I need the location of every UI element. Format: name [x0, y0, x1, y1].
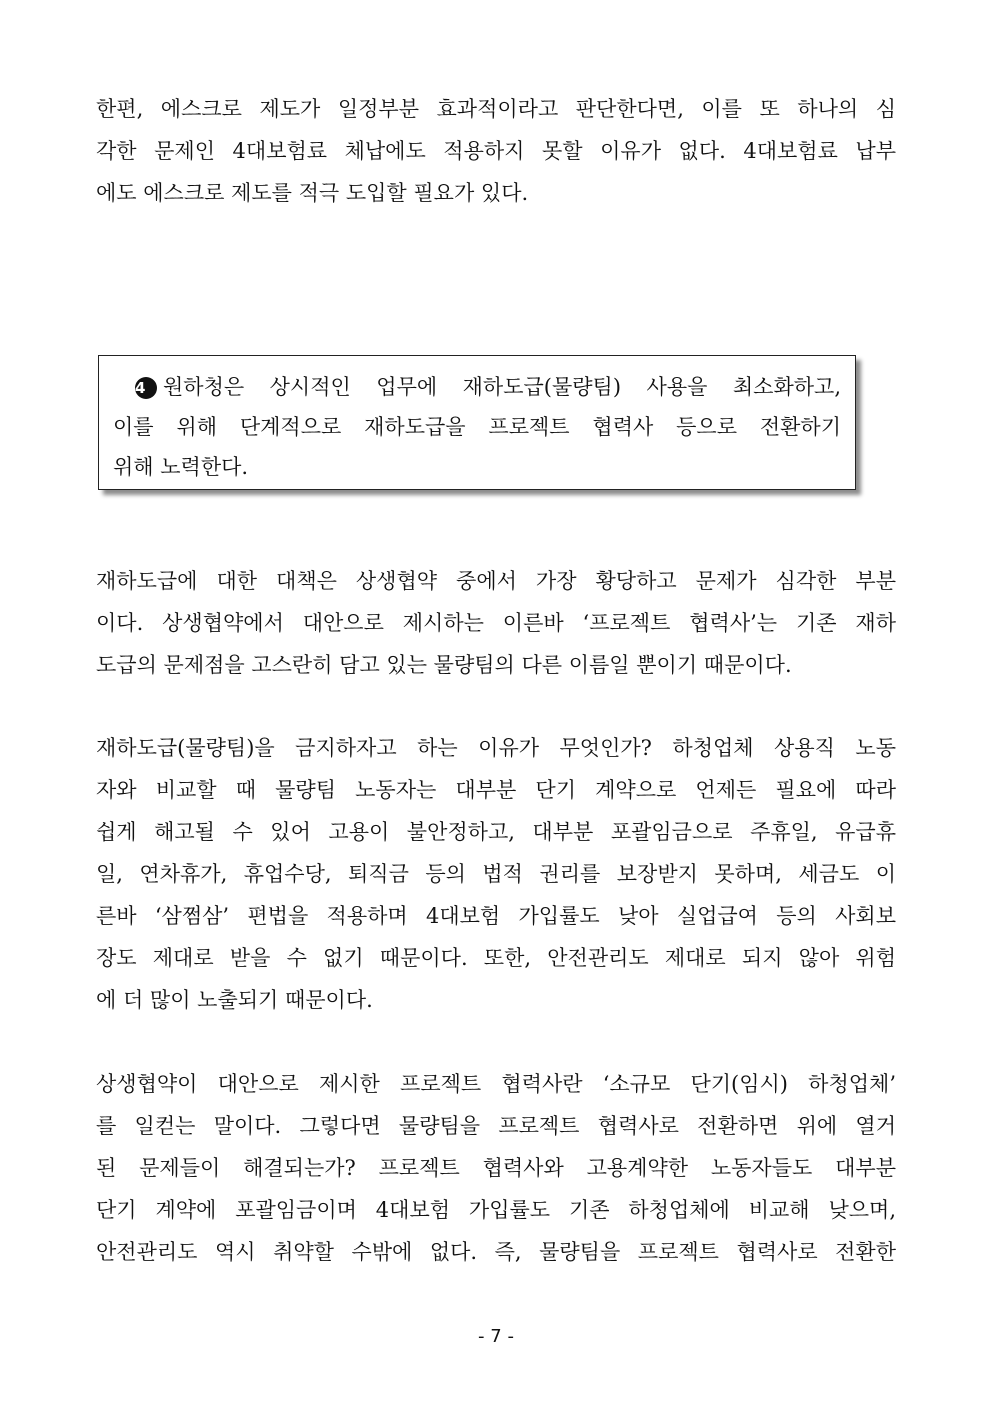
callout-line: 이를 위해 단계적으로 재하도급을 프로젝트 협력사 등으로 전환하기	[113, 415, 841, 439]
policy-callout-box	[98, 355, 856, 490]
paragraph-subcontracting-measures	[96, 560, 896, 686]
text-line: 른바 ‘삼쩜삼’ 편법을 적용하며 4대보험 가입률도 낮아 실업급여 등의 사회보	[96, 904, 896, 928]
text-line: 를 일컫는 말이다. 그렇다면 물량팀을 프로젝트 협력사로 전환하면 위에 열거	[96, 1114, 896, 1138]
paragraph-ban-reasons	[96, 727, 896, 1021]
paragraph-project-partners	[96, 1063, 896, 1273]
callout-line: 위해 노력한다.	[113, 455, 249, 479]
callout-text: 원하청은 상시적인 업무에 재하도급(물량팀) 사용을 최소화하고,	[163, 375, 841, 399]
text-line: 재하도급(물량팀)을 금지하자고 하는 이유가 무엇인가? 하청업체 상용직 노동	[96, 736, 896, 760]
text-line: 쉽게 해고될 수 있어 고용이 불안정하고, 대부분 포괄임금으로 주휴일, 유급휴	[96, 820, 896, 844]
text-line: 이다. 상생협약에서 대안으로 제시하는 이른바 ‘프로젝트 협력사’는 기존 재하	[96, 611, 896, 635]
text-line: 각한 문제인 4대보험료 체납에도 적용하지 못할 이유가 없다. 4대보험료 납부	[96, 139, 896, 163]
text-line: 재하도급에 대한 대책은 상생협약 중에서 가장 황당하고 문제가 심각한 부분	[96, 569, 896, 593]
text-line: 일, 연차휴가, 휴업수당, 퇴직금 등의 법적 권리를 보장받지 못하며, 세금도 이	[96, 862, 896, 886]
text-line: 에도 에스크로 제도를 적극 도입할 필요가 있다.	[96, 181, 529, 205]
page-number: - 7 -	[478, 1326, 514, 1347]
text-line: 한편, 에스크로 제도가 일정부분 효과적이라고 판단한다면, 이를 또 하나의 심	[96, 97, 896, 121]
text-line: 도급의 문제점을 고스란히 담고 있는 물량팀의 다른 이름일 뿐이기 때문이다.	[96, 653, 792, 677]
callout-line	[113, 367, 841, 407]
text-line: 장도 제대로 받을 수 없기 때문이다. 또한, 안전관리도 제대로 되지 않아 위험	[96, 946, 896, 970]
text-line: 단기 계약에 포괄임금이며 4대보험 가입률도 기존 하청업체에 비교해 낮으며,	[96, 1198, 896, 1222]
text-line: 된 문제들이 해결되는가? 프로젝트 협력사와 고용계약한 노동자들도 대부분	[96, 1156, 896, 1180]
paragraph-escrow	[96, 88, 896, 214]
numbered-circle-marker: 4	[135, 377, 157, 399]
text-line: 상생협약이 대안으로 제시한 프로젝트 협력사란 ‘소규모 단기(임시) 하청업체’	[96, 1072, 896, 1096]
text-line: 안전관리도 역시 취약할 수밖에 없다. 즉, 물량팀을 프로젝트 협력사로 전환한	[96, 1240, 896, 1264]
text-line: 에 더 많이 노출되기 때문이다.	[96, 988, 373, 1012]
text-line: 자와 비교할 때 물량팀 노동자는 대부분 단기 계약으로 언제든 필요에 따라	[96, 778, 896, 802]
